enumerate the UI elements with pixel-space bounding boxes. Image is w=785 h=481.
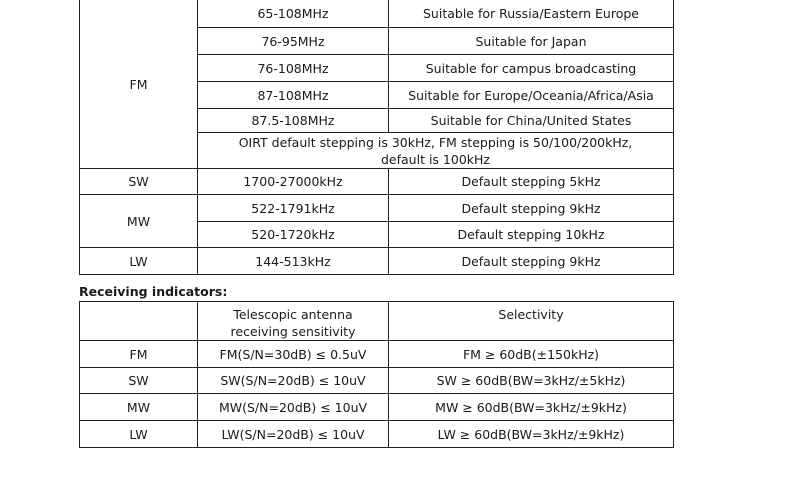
frequency-range: 520-1720kHz (198, 222, 389, 248)
receiving-selectivity: MW ≥ 60dB(BW=3kHz/±9kHz) (389, 394, 674, 421)
receiving-sensitivity: FM(S/N=30dB) ≤ 0.5uV (198, 341, 389, 368)
fm-stepping-note (198, 133, 674, 169)
fm-stepping-note-line2: default is 100kHz (381, 151, 490, 167)
band-note: Suitable for Japan (389, 28, 674, 55)
header-sensitivity-line1: Telescopic antenna (233, 307, 353, 322)
receiving-selectivity: SW ≥ 60dB(BW=3kHz/±5kHz) (389, 368, 674, 394)
receiving-indicators-table (79, 301, 674, 448)
frequency-range: 76-108MHz (198, 55, 389, 82)
table-row (80, 248, 674, 275)
band-note: Suitable for China/United States (389, 109, 674, 133)
receiving-sensitivity: LW(S/N=20dB) ≤ 10uV (198, 421, 389, 448)
fm-stepping-note-line1: OIRT default stepping is 30kHz, FM stepping is 50/100/200kHz, (238, 134, 633, 150)
frequency-range: 1700-27000kHz (198, 169, 389, 195)
receiving-selectivity: LW ≥ 60dB(BW=3kHz/±9kHz) (389, 421, 674, 448)
frequency-range: 522-1791kHz (198, 195, 389, 222)
frequency-band-table (79, 0, 674, 275)
band-note: Default stepping 10kHz (389, 222, 674, 248)
band-note: Suitable for Europe/Oceania/Africa/Asia (389, 82, 674, 109)
receiving-band: SW (80, 368, 198, 394)
frequency-range: 76-95MHz (198, 28, 389, 55)
table-row (80, 169, 674, 195)
table-row (80, 394, 674, 421)
table-row (80, 368, 674, 394)
header-selectivity: Selectivity (389, 302, 674, 341)
receiving-band: MW (80, 394, 198, 421)
band-note: Default stepping 5kHz (389, 169, 674, 195)
header-sensitivity-line2: receiving sensitivity (230, 324, 356, 339)
band-name-fm: FM (80, 0, 198, 169)
header-empty-cell (80, 302, 198, 341)
band-note: Default stepping 9kHz (389, 248, 674, 275)
frequency-range: 87.5-108MHz (198, 109, 389, 133)
receiving-sensitivity: SW(S/N=20dB) ≤ 10uV (198, 368, 389, 394)
frequency-range: 65-108MHz (198, 0, 389, 28)
band-note: Suitable for campus broadcasting (389, 55, 674, 82)
receiving-band: FM (80, 341, 198, 368)
receiving-indicators-heading: Receiving indicators: (79, 284, 228, 299)
table-row (80, 0, 674, 28)
band-note: Suitable for Russia/Eastern Europe (389, 0, 674, 28)
table-row (80, 421, 674, 448)
receiving-selectivity: FM ≥ 60dB(±150kHz) (389, 341, 674, 368)
band-name-mw: MW (80, 195, 198, 248)
frequency-range: 87-108MHz (198, 82, 389, 109)
table-row (80, 195, 674, 222)
band-name-sw: SW (80, 169, 198, 195)
receiving-sensitivity: MW(S/N=20dB) ≤ 10uV (198, 394, 389, 421)
band-note: Default stepping 9kHz (389, 195, 674, 222)
header-sensitivity (198, 302, 389, 341)
frequency-range: 144-513kHz (198, 248, 389, 275)
table-header-row (80, 302, 674, 341)
table-row (80, 341, 674, 368)
receiving-band: LW (80, 421, 198, 448)
band-name-lw: LW (80, 248, 198, 275)
